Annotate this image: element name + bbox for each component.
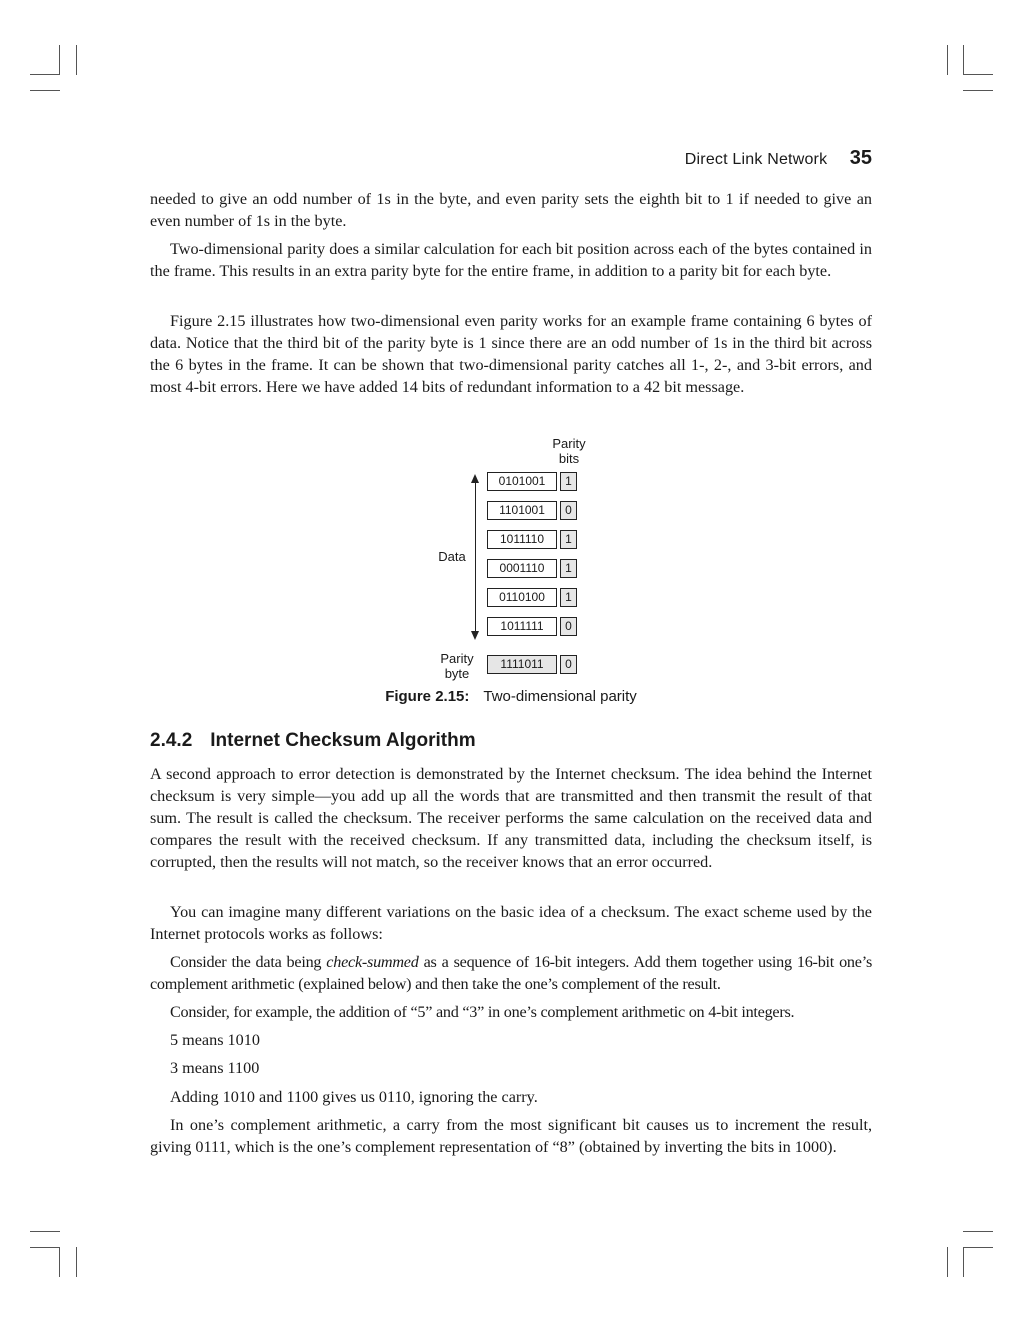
parity-byte-label [432,651,482,681]
line-three-means: 3 means 1100 [170,1059,260,1077]
crop-mark [947,1247,948,1277]
chapter-title: Direct Link Network [684,151,828,168]
paragraph-carry: In one’s complement arithmetic, a carry from the most significant bit causes us to increment the result, giving 0111, which is the one’s complement representation of “8” (obtained by inverting the bits in 1000). [150,1116,872,1156]
parity-byte-label-line: byte [444,666,470,681]
crop-mark [59,1247,60,1277]
paragraph-example: Consider, for example, the addition of “5” and “3” in one’s complement arithmetic on 4-bit integers. [170,1003,795,1021]
parity-bit-box: 1 [560,588,577,607]
section-heading [150,730,476,752]
parity-bit-box: 1 [560,472,577,491]
paragraph-checksum-intro: A second approach to error detection is demonstrated by the Internet checksum. The idea behind the Internet checksum is very simple—you add up all the words that are transmitted and then transmit the result of that sum. The result is called the checksum. The receiver performs the same calculation on the received data and compares the result with the received checksum. If any transmitted data, including the checksum itself, is corrupted, then the results will not match, so the receiver knows that an error occurred. [150,765,872,871]
caption-text: Two-dimensional parity [483,688,637,705]
crop-mark [30,74,60,75]
arrow-up-icon [471,474,479,483]
data-byte-box: 0001110 [487,559,557,578]
section-title: Internet Checksum Algorithm [210,730,476,751]
data-byte-box: 1011110 [487,530,557,549]
crop-mark [30,1247,60,1248]
crop-mark [30,1231,60,1232]
figure-caption [150,688,872,705]
crop-mark [59,45,60,75]
page-number: 35 [849,147,872,169]
paragraph-two-dimensional-parity: Two-dimensional parity does a similar calculation for each bit position across each of the bytes contained in the frame. This results in an extra parity byte for the entire frame, in addition to a parity bit for each byte. [150,240,872,280]
parity-bits-label-line: bits [558,451,580,466]
text-run: as a sequence of 16-bit integers. Add them together using 16-bit one’s complement arithmetic (explained below) and then take the one’s complement of the result. [150,953,872,993]
data-label: Data [438,549,466,564]
parity-bit-box: 0 [560,655,577,674]
data-byte-box: 0101001 [487,472,557,491]
line-adding: Adding 1010 and 1100 gives us 0110, ignoring the carry. [170,1088,538,1106]
parity-byte-label-line: Parity [440,651,474,666]
crop-mark [76,45,77,75]
line-five-means: 5 means 1010 [170,1031,260,1049]
text-run: Consider the data being [170,953,327,971]
italic-term: check-summed [326,953,419,971]
crop-mark [963,1231,993,1232]
parity-bit-box: 0 [560,501,577,520]
crop-mark [963,74,993,75]
paragraph-parity-continued: needed to give an odd number of 1s in the byte, and even parity sets the eighth bit to 1 if needed to give an even number of 1s in the byte. [150,190,872,230]
data-byte-box: 0110100 [487,588,557,607]
section-number: 2.4.2 [150,730,193,751]
crop-mark [963,1247,964,1277]
paragraph-checksum-variations: You can imagine many different variations on the basic idea of a checksum. The exact scheme used by the Internet protocols works as follows: [150,903,872,943]
crop-mark [963,90,993,91]
parity-bits-label [545,436,593,466]
paragraph-figure-explanation: Figure 2.15 illustrates how two-dimensional even parity works for an example frame containing 6 bytes of data. Notice that the third bit of the parity byte is 1 since there are an odd number of 1s in the third bit across the 6 bytes in the frame. It can be shown that two-dimensional parity catches all 1-, 2-, and 3-bit errors, and most 4-bit errors. Here we have added 14 bits of redundant information to a 42 bit message. [150,312,872,396]
parity-bits-label-line: Parity [552,436,586,451]
parity-bit-box: 1 [560,559,577,578]
data-byte-box: 1011111 [487,617,557,636]
data-range-line [475,480,476,635]
arrow-down-icon [471,631,479,640]
crop-mark [963,45,964,75]
parity-byte-box: 1111011 [487,655,557,674]
running-head [150,147,872,170]
parity-bit-box: 1 [560,530,577,549]
data-byte-box: 1101001 [487,501,557,520]
paragraph-checksum-definition [150,951,872,995]
caption-label: Figure 2.15: [385,688,470,705]
crop-mark [963,1247,993,1248]
crop-mark [947,45,948,75]
crop-mark [76,1247,77,1277]
crop-mark [30,90,60,91]
parity-bit-box: 0 [560,617,577,636]
